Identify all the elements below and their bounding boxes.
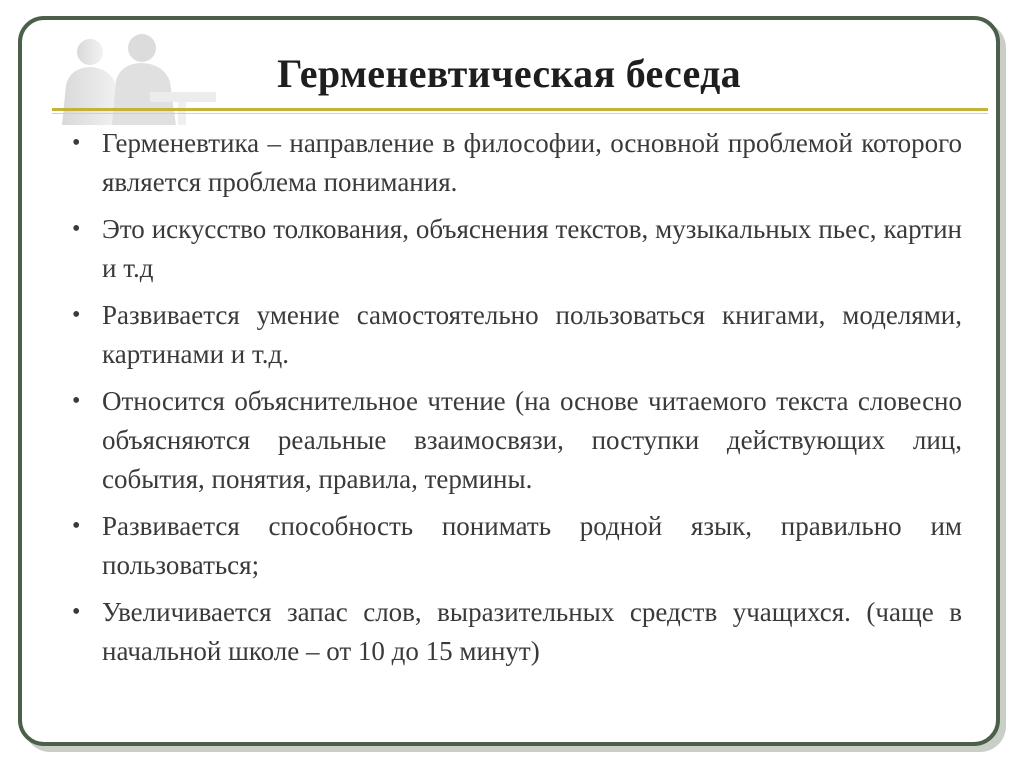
- bullet-icon: •: [72, 130, 81, 156]
- title-divider-thin: [52, 113, 988, 114]
- list-item: [72, 507, 962, 585]
- list-item: [72, 382, 962, 499]
- list-item: [72, 210, 962, 288]
- bullet-text: Увеличивается запас слов, выразительных средств учащихся. (чаще в начальной школе – от 10 до 15 минут): [102, 597, 962, 666]
- bullet-text: Это искусство толкования, объяснения текстов, музыкальных пьес, картин и т.д: [102, 214, 962, 283]
- list-item: [72, 296, 962, 374]
- list-item: [72, 593, 962, 671]
- bullet-text: Развивается способность понимать родной язык, правильно им пользоваться;: [102, 511, 962, 580]
- bullet-icon: •: [72, 513, 81, 539]
- bullet-text: Развивается умение самостоятельно пользоваться книгами, моделями, картинами и т.д.: [102, 300, 962, 369]
- page-title: Герменевтическая беседа: [277, 51, 741, 96]
- bullet-text: Относится объяснительное чтение (на основе читаемого текста словесно объясняются реальные взаимосвязи, поступки действующих лиц, события, понятия, правила, термины.: [102, 386, 962, 494]
- list-item: [72, 124, 962, 202]
- bullet-list: [72, 124, 962, 679]
- bullet-icon: •: [72, 302, 81, 328]
- title-divider: [52, 108, 988, 111]
- bullet-text: Герменевтика – направление в философии, основной проблемой которого является проблема понимания.: [102, 128, 962, 197]
- slide-frame: [18, 16, 1000, 746]
- bullet-icon: •: [72, 599, 81, 625]
- bullet-icon: •: [72, 388, 81, 414]
- bullet-icon: •: [72, 216, 81, 242]
